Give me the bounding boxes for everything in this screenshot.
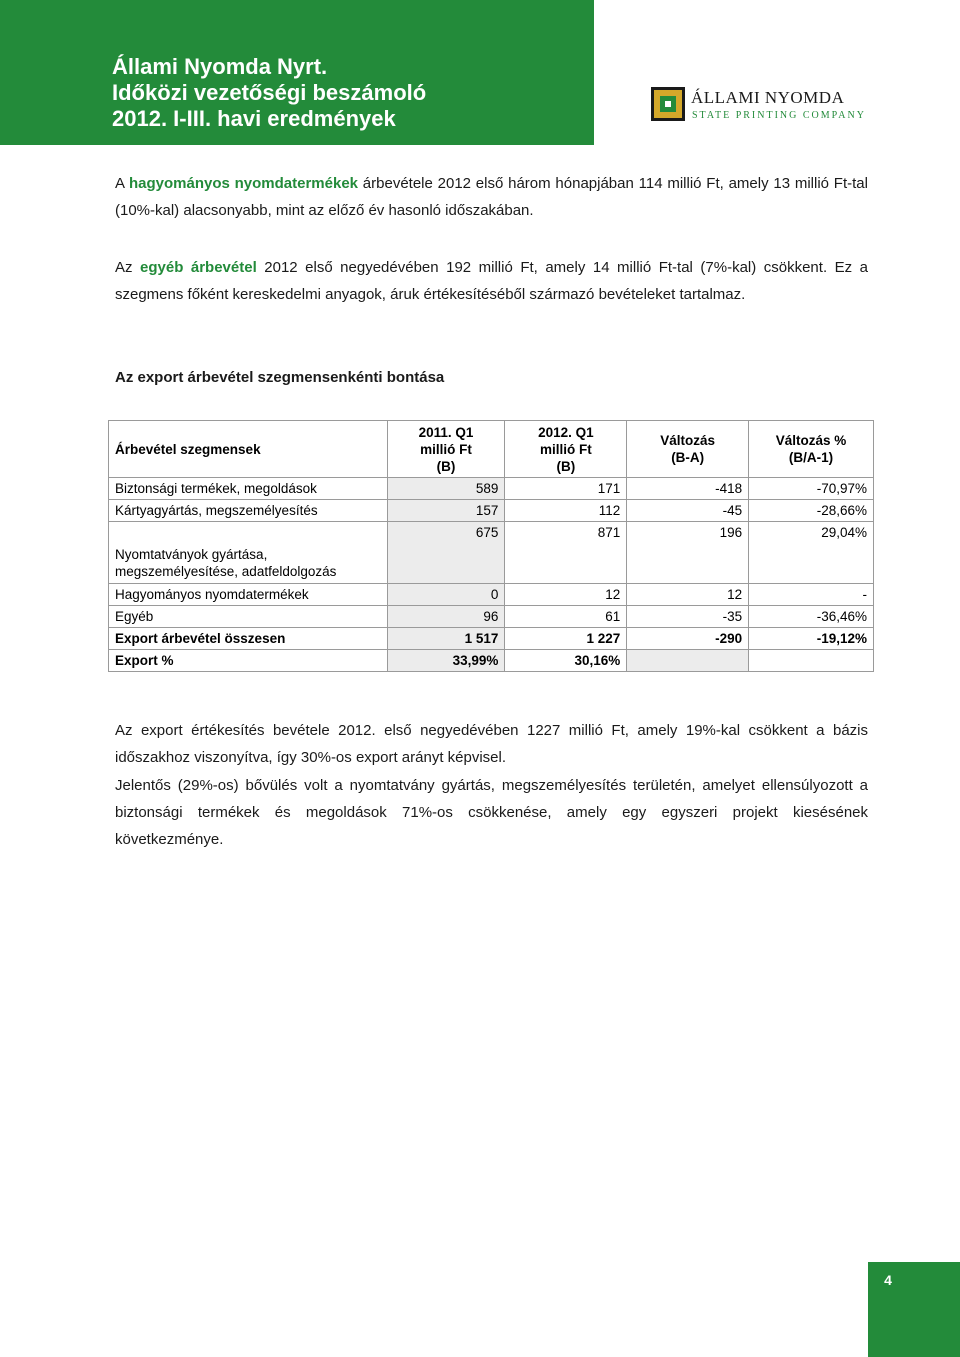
- table-row: Egyéb 96 61 -35 -36,46%: [109, 606, 874, 628]
- table-export-pct-row: Export % 33,99% 30,16%: [109, 650, 874, 672]
- paragraph-export-growth: Jelentős (29%-os) bővülés volt a nyomtatvány gyártás, megszemélyesítés területén, amelyet ellensúlyozott a biztonsági termékek és megoldások 71%-os csökkenése, amely egy egyszeri projekt kiesésének következménye.: [115, 777, 868, 848]
- logo-wordmark: ÁLLAMI NYOMDA: [691, 88, 845, 107]
- highlight-traditional-products: hagyományos nyomdatermékek: [128, 175, 359, 192]
- table-title: Az export árbevétel szegmensenkénti bontása: [115, 369, 445, 386]
- table-row: Biztonsági termékek, megoldások 589 171 -418 -70,97%: [109, 478, 874, 500]
- company-title: Állami Nyomda Nyrt.: [112, 54, 328, 79]
- highlight-other-revenue: egyéb árbevétel: [140, 259, 257, 276]
- table-total-row: Export árbevétel összesen 1 517 1 227 -290 -19,12%: [109, 628, 874, 650]
- export-revenue-table: [108, 420, 874, 672]
- report-header-titles: [112, 54, 426, 132]
- table-row: Hagyományos nyomdatermékek 0 12 12 -: [109, 584, 874, 606]
- header-band: [0, 0, 594, 145]
- header-change: Változás (B-A): [627, 421, 749, 478]
- page-number: 4: [884, 1272, 892, 1288]
- header-change-pct: Változás % (B/A-1): [749, 421, 874, 478]
- header-2012: 2012. Q1 millió Ft (B): [505, 421, 627, 478]
- paragraph-other-revenue: Az egyéb árbevétel 2012 első negyedévében 192 millió Ft, amely 14 millió Ft-tal (7%-kal) csökkent. Ez a szegmens főként kereskedelmi anyagok, áruk értékesítéséből származó bevételeket tartalmaz.: [115, 259, 868, 303]
- paragraph-traditional-products: A hagyományos nyomdatermékek árbevétele 2012 első három hónapjában 114 millió Ft, amely 13 millió Ft-tal (10%-kal) alacsonyabb, mint az előző év hasonló időszakában.: [115, 175, 868, 219]
- table-row: Nyomtatványok gyártása, megszemélyesítése, adatfeldolgozás 675 871 196 29,04%: [109, 522, 874, 584]
- page-number-badge: [868, 1262, 960, 1357]
- report-title: Időközi vezetőségi beszámoló: [112, 80, 427, 105]
- paragraph-export-revenue: Az export értékesítés bevétele 2012. első negyedévében 1227 millió Ft, amely 19%-kal csökkent a bázis időszakhoz viszonyítva, így 30%-os export arányt képvisel.: [115, 722, 868, 766]
- header-2011: 2011. Q1 millió Ft (B): [387, 421, 505, 478]
- company-logo: [651, 87, 866, 127]
- logo-subtitle: STATE PRINTING COMPANY: [692, 110, 866, 121]
- table-header-row: [109, 421, 874, 478]
- table-row: Kártyagyártás, megszemélyesítés 157 112 -45 -28,66%: [109, 500, 874, 522]
- header-segment: Árbevétel szegmensek: [109, 421, 388, 478]
- report-period: 2012. I-III. havi eredmények: [112, 106, 396, 131]
- logo-mark-icon: [651, 87, 685, 121]
